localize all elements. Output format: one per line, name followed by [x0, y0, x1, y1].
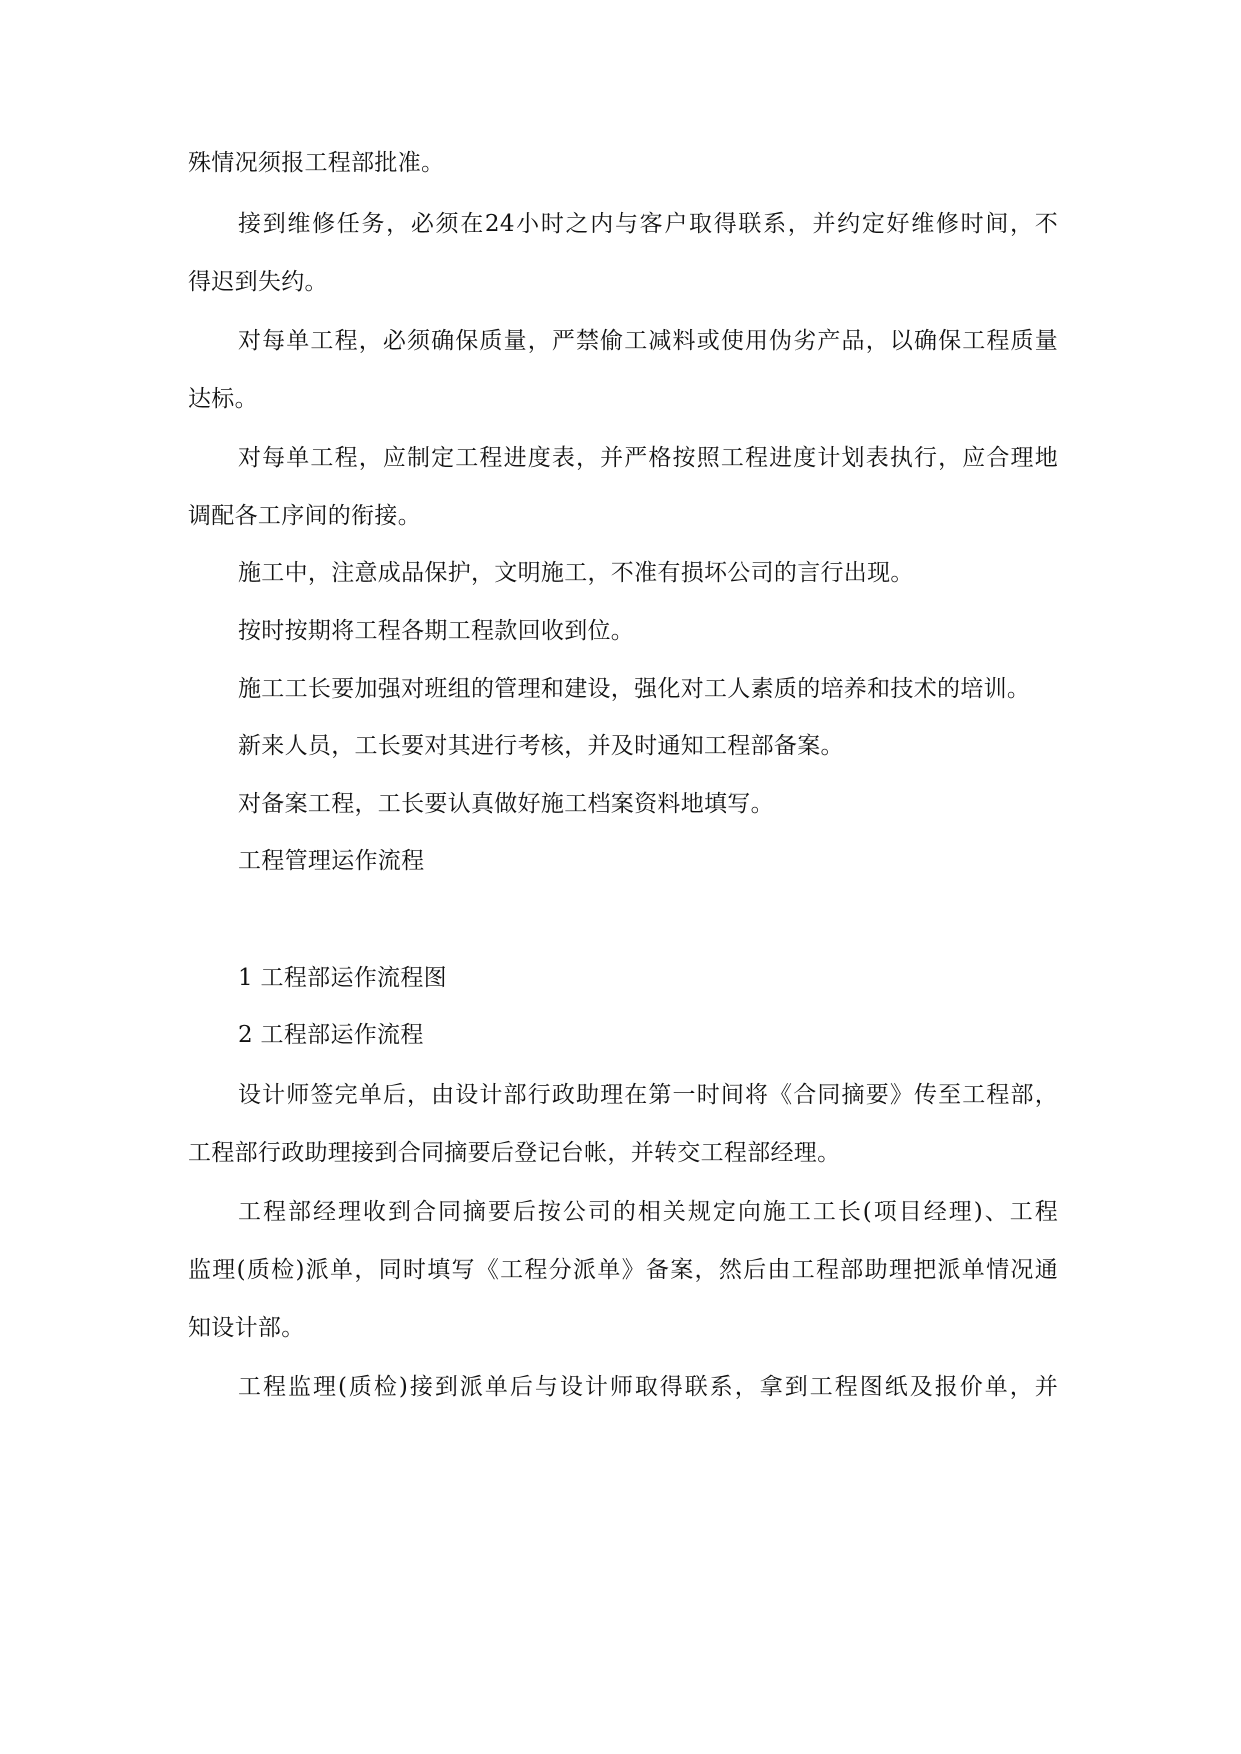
paragraph-line: 新来人员，工长要对其进行考核，并及时通知工程部备案。 [238, 733, 844, 759]
paragraph-line: 施工工长要加强对班组的管理和建设，强化对工人素质的培养和技术的培训。 [238, 676, 1031, 702]
paragraph-line: 设计师签完单后，由设计部行政助理在第一时间将《合同摘要》传至工程部， [238, 1082, 1058, 1108]
text-line: 达标。 [188, 386, 258, 412]
section-heading: 工程管理运作流程 [238, 848, 425, 874]
paragraph-line: 对每单工程，应制定工程进度表，并严格按照工程进度计划表执行，应合理地 [238, 445, 1058, 471]
text-line: 殊情况须报工程部批准。 [188, 150, 445, 176]
text-line: 调配各工序间的衔接。 [188, 503, 421, 529]
list-item: 2 工程部运作流程 [238, 1022, 424, 1048]
paragraph-line: 接到维修任务，必须在24小时之内与客户取得联系，并约定好维修时间，不 [238, 211, 1058, 237]
paragraph-line: 工程部经理收到合同摘要后按公司的相关规定向施工工长(项目经理)、工程 [238, 1199, 1058, 1225]
paragraph-line: 对备案工程，工长要认真做好施工档案资料地填写。 [238, 791, 774, 817]
text-line: 得迟到失约。 [188, 269, 328, 295]
text-line: 监理(质检)派单，同时填写《工程分派单》备案，然后由工程部助理把派单情况通 [188, 1257, 1058, 1283]
list-item: 1 工程部运作流程图 [238, 965, 447, 991]
paragraph-line: 按时按期将工程各期工程款回收到位。 [238, 618, 635, 644]
text-line: 知设计部。 [188, 1315, 305, 1341]
paragraph-line: 工程监理(质检)接到派单后与设计师取得联系，拿到工程图纸及报价单，并 [238, 1374, 1058, 1400]
paragraph-line: 施工中，注意成品保护，文明施工，不准有损坏公司的言行出现。 [238, 560, 914, 586]
text-line: 工程部行政助理接到合同摘要后登记台帐，并转交工程部经理。 [188, 1140, 841, 1166]
paragraph-line: 对每单工程，必须确保质量，严禁偷工减料或使用伪劣产品，以确保工程质量 [238, 328, 1058, 354]
